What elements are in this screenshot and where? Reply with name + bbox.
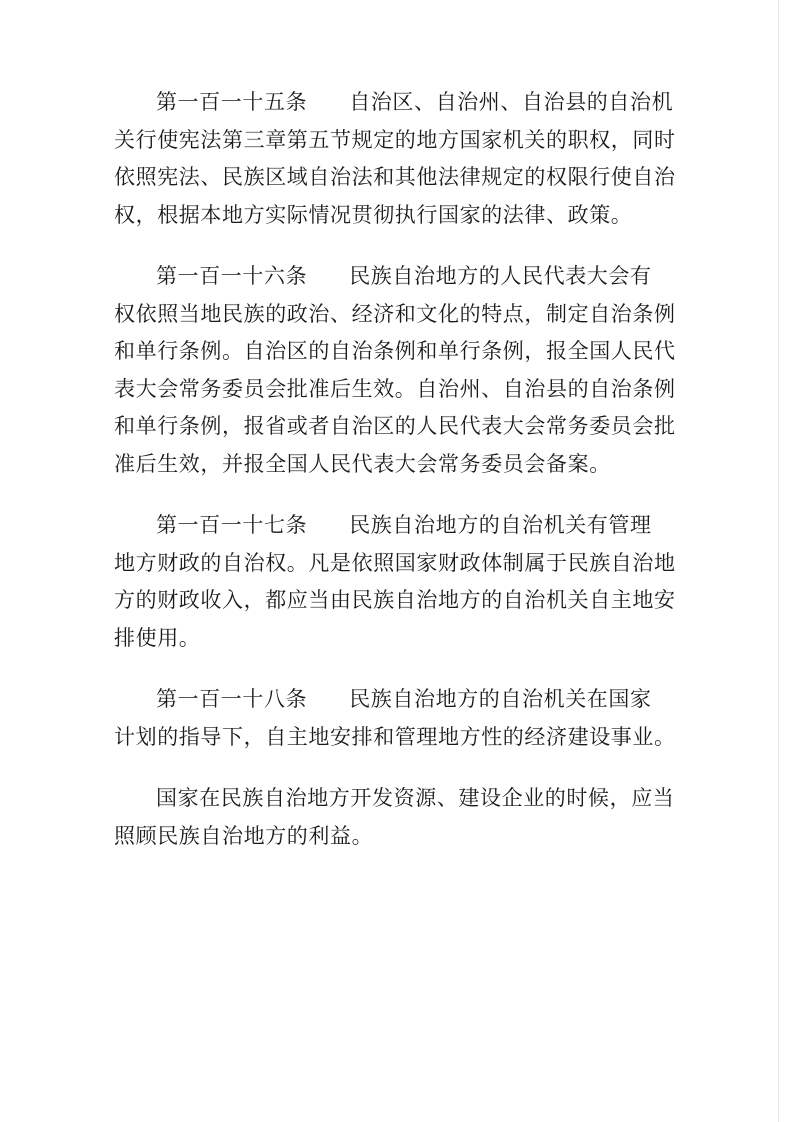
article-text: 表大会常务委员会批准后生效。自治州、自治县的自治条例	[114, 376, 676, 401]
article-text: 计划的指导下，自主地安排和管理地方性的经济建设事业。	[114, 724, 676, 749]
article-text: 排使用。	[114, 625, 201, 650]
article-first-line	[114, 258, 674, 296]
article-text: 民族自治地方的人民代表大会有	[349, 264, 652, 288]
document-body	[114, 84, 674, 879]
article-first-line	[114, 84, 674, 122]
article-118	[114, 681, 674, 756]
article-heading: 第一百一十六条	[156, 264, 308, 288]
closing-text: 国家在民族自治地方开发资源、建设企业的时候，应当	[156, 786, 675, 810]
article-heading: 第一百一十八条	[156, 687, 308, 711]
article-text: 和单行条例，报省或者自治区的人民代表大会常务委员会批	[114, 414, 676, 438]
article-text: 方的财政收入，都应当由民族自治地方的自治机关自主地安	[114, 588, 676, 612]
closing-paragraph	[114, 780, 674, 855]
article-text: 和单行条例。自治区的自治条例和单行条例，报全国人民代	[114, 339, 676, 363]
article-first-line	[114, 681, 674, 719]
article-first-line	[114, 507, 674, 545]
article-text: 准后生效，并报全国人民代表大会常务委员会备案。	[114, 451, 611, 476]
article-text: 民族自治地方的自治机关在国家	[349, 687, 652, 711]
article-text: 地方财政的自治权。凡是依照国家财政体制属于民族自治地	[114, 550, 676, 575]
article-heading: 第一百一十五条	[156, 90, 308, 114]
article-116	[114, 258, 674, 483]
scan-edge-line	[778, 0, 779, 1122]
article-117	[114, 507, 674, 657]
article-heading: 第一百一十七条	[156, 513, 308, 537]
article-text: 自治区、自治州、自治县的自治机	[349, 90, 674, 114]
article-text: 权，根据本地方实际情况贯彻执行国家的法律、政策。	[114, 202, 633, 227]
closing-text: 照顾民族自治地方的利益。	[114, 823, 374, 848]
article-text: 权依照当地民族的政治、经济和文化的特点，制定自治条例	[114, 301, 676, 326]
article-115	[114, 84, 674, 234]
article-text: 民族自治地方的自治机关有管理	[349, 513, 652, 537]
article-text: 依照宪法、民族区域自治法和其他法律规定的权限行使自治	[114, 165, 676, 189]
article-text: 关行使宪法第三章第五节规定的地方国家机关的职权，同时	[114, 127, 676, 152]
